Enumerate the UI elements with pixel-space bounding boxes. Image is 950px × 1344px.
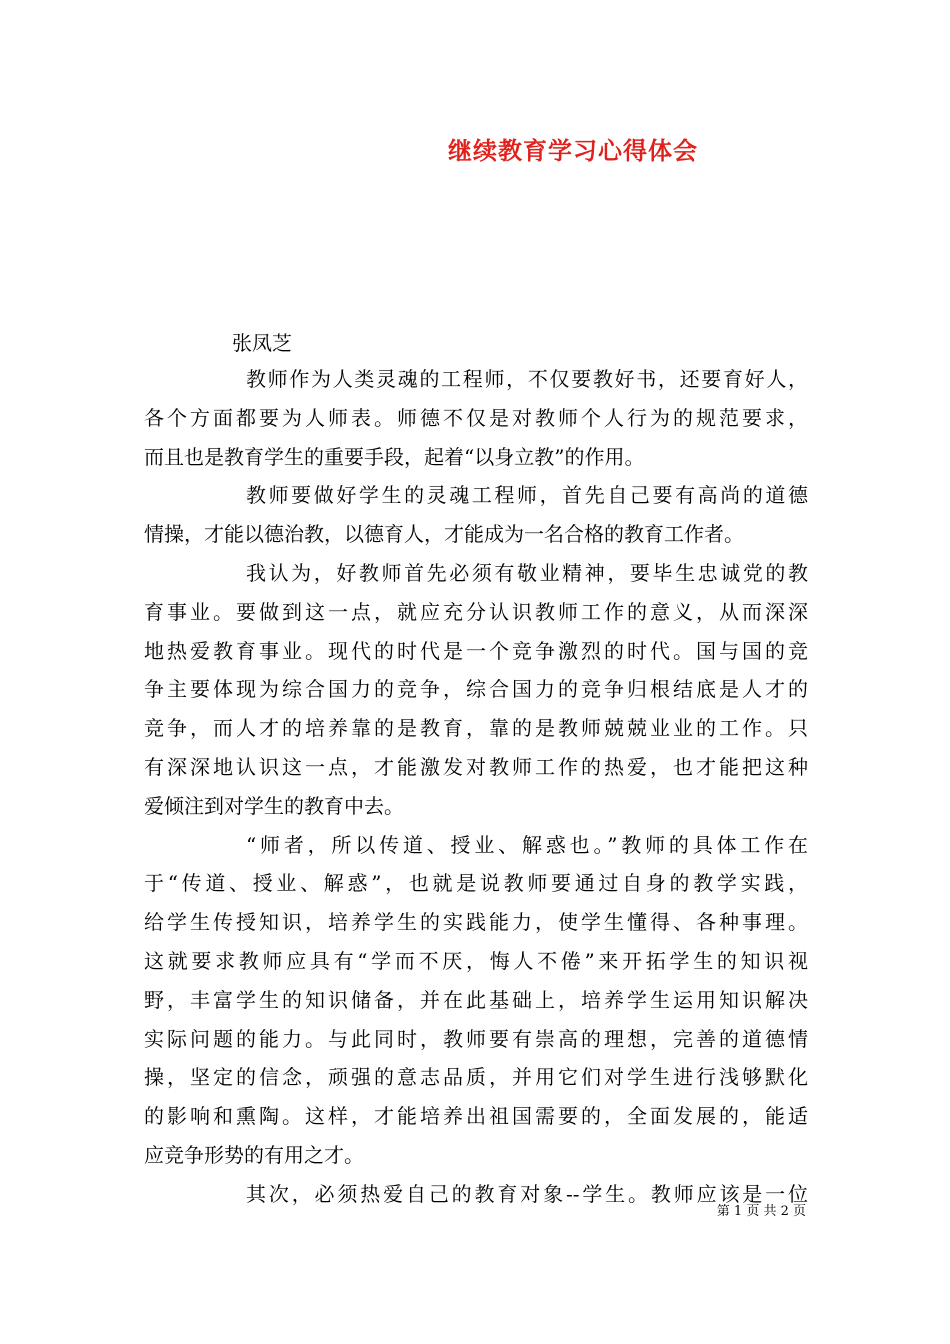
body-line: 于“传道、授业、解惑”，也就是说教师要通过自身的教学实践， [144, 871, 808, 896]
body-line: 情操，才能以德治教，以德育人，才能成为一名合格的教育工作者。 [144, 522, 744, 547]
document-title: 继续教育学习心得体会 [448, 136, 698, 165]
body-line: 争主要体现为综合国力的竞争，综合国力的竞争归根结底是人才的 [144, 677, 808, 702]
body-line: “师者，所以传道、授业、解惑也。”教师的具体工作在 [246, 832, 808, 857]
body-line: 其次，必须热爱自己的教育对象--学生。教师应该是一位 [246, 1181, 808, 1206]
body-line: 这就要求教师应具有“学而不厌，悔人不倦”来开拓学生的知识视 [144, 948, 808, 973]
body-line: 竞争，而人才的培养靠的是教育，靠的是教师兢兢业业的工作。只 [144, 716, 808, 741]
body-line: 各个方面都要为人师表。师德不仅是对教师个人行为的规范要求， [144, 405, 808, 430]
page-footer: 第 1 页 共 2 页 [716, 1204, 806, 1219]
body-line: 地热爱教育事业。现代的时代是一个竞争激烈的时代。国与国的竞 [144, 638, 808, 663]
body-line: 教师作为人类灵魂的工程师，不仅要教好书，还要育好人， [246, 367, 808, 391]
document-body [144, 360, 808, 1214]
body-line: 育事业。要做到这一点，就应充分认识教师工作的意义，从而深深 [144, 599, 808, 624]
body-line: 的影响和熏陶。这样，才能培养出祖国需要的，全面发展的，能适 [144, 1104, 808, 1129]
document-author: 张凤芝 [232, 331, 292, 355]
body-line: 而且也是教育学生的重要手段，起着“以身立教”的作用。 [144, 444, 645, 469]
body-line: 应竞争形势的有用之才。 [144, 1142, 364, 1167]
body-line: 有深深地认识这一点，才能激发对教师工作的热爱，也才能把这种 [144, 754, 808, 779]
body-line: 我认为，好教师首先必须有敬业精神，要毕生忠诚党的教 [246, 560, 808, 585]
body-line: 操，坚定的信念，顽强的意志品质，并用它们对学生进行浅够默化 [144, 1065, 808, 1090]
body-line: 爱倾注到对学生的教育中去。 [144, 793, 404, 818]
body-line: 给学生传授知识，培养学生的实践能力，使学生懂得、各种事理。 [144, 910, 808, 935]
body-line: 野，丰富学生的知识储备，并在此基础上，培养学生运用知识解决 [144, 987, 808, 1012]
body-line: 教师要做好学生的灵魂工程师，首先自己要有高尚的道德 [246, 483, 808, 508]
body-line: 实际问题的能力。与此同时，教师要有崇高的理想，完善的道德情 [144, 1026, 808, 1051]
